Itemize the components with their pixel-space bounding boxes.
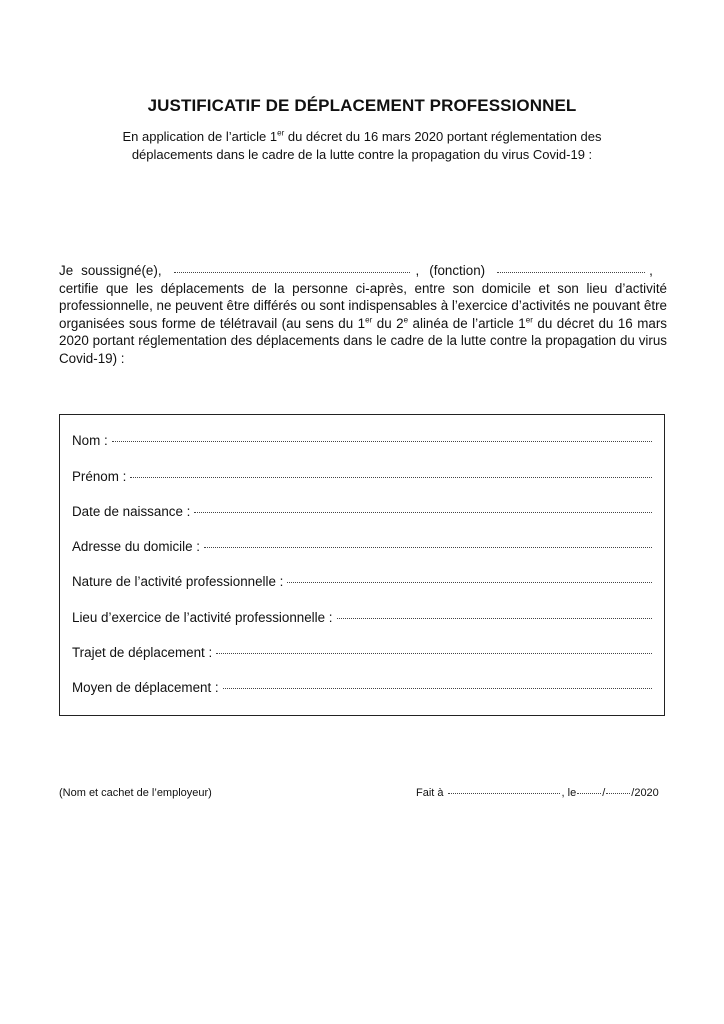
field-label: Date de naissance : bbox=[72, 504, 191, 519]
fonction-label: (fonction) bbox=[429, 263, 486, 278]
intro-paragraph bbox=[82, 128, 642, 164]
field-moyen[interactable] bbox=[72, 680, 652, 695]
field-dotted-line[interactable] bbox=[287, 582, 652, 583]
fait-a-line bbox=[416, 787, 659, 799]
comma-2: , bbox=[649, 263, 653, 278]
field-dotted-line[interactable] bbox=[112, 441, 652, 442]
field-label: Moyen de déplacement : bbox=[72, 680, 219, 695]
certification-body bbox=[59, 280, 667, 368]
field-date-naissance[interactable] bbox=[72, 504, 652, 519]
soussigne-label: soussigné(e), bbox=[81, 263, 162, 278]
field-dotted-line[interactable] bbox=[130, 477, 652, 478]
field-dotted-line[interactable] bbox=[337, 618, 652, 619]
document-title: JUSTIFICATIF DE DÉPLACEMENT PROFESSIONNEL bbox=[147, 96, 577, 115]
field-nom[interactable] bbox=[72, 433, 652, 448]
cert-text-d: du décret du 16 mars 2020 portant réglementation des déplacements dans le cadre de la lutte contre la propagation du virus Covid-19) : bbox=[59, 315, 667, 366]
intro-text-1: En application de l’article 1 bbox=[122, 129, 278, 144]
employee-info-box bbox=[59, 414, 665, 716]
fonction-field[interactable] bbox=[497, 272, 645, 273]
intro-sup: er bbox=[277, 128, 285, 138]
field-lieu-exercice[interactable] bbox=[72, 610, 652, 625]
intro-text-2: du décret du 16 mars 2020 portant réglementation des déplacements dans le cadre de la lutte contre la propagation du virus Covid-19 : bbox=[131, 129, 602, 162]
cert-sup-3: er bbox=[525, 315, 533, 325]
field-label: Nom : bbox=[72, 433, 108, 448]
field-dotted-line[interactable] bbox=[223, 688, 652, 689]
day-field[interactable] bbox=[577, 793, 601, 794]
certification-first-line bbox=[59, 262, 667, 280]
cert-text-a: certifie que les déplacements de la personne ci-après, entre son domicile et son lieu d’activité professionnelle, ne peuvent être différés ou sont indispensables à l’exercice d’activités ne pouvant être organisées sous forme de télétravail (au sens du 1 bbox=[59, 280, 667, 331]
field-adresse-domicile[interactable] bbox=[72, 539, 652, 554]
field-nature-activite[interactable] bbox=[72, 574, 652, 589]
je-label: Je bbox=[59, 263, 74, 278]
field-trajet[interactable] bbox=[72, 645, 652, 660]
month-field[interactable] bbox=[606, 793, 630, 794]
field-label: Prénom : bbox=[72, 469, 127, 484]
field-label: Lieu d’exercice de l’activité professionnelle : bbox=[72, 610, 333, 625]
year-label: /2020 bbox=[631, 787, 659, 799]
cert-sup-2: e bbox=[403, 315, 409, 325]
field-dotted-line[interactable] bbox=[194, 512, 652, 513]
cert-sup-1: er bbox=[365, 315, 373, 325]
cert-text-b: du 2 bbox=[372, 315, 404, 331]
field-dotted-line[interactable] bbox=[216, 653, 652, 654]
name-signatory-field[interactable] bbox=[174, 272, 410, 273]
field-label: Nature de l’activité professionnelle : bbox=[72, 574, 284, 589]
employer-stamp-label: (Nom et cachet de l’employeur) bbox=[59, 787, 212, 799]
field-label: Trajet de déplacement : bbox=[72, 645, 213, 660]
field-dotted-line[interactable] bbox=[204, 547, 652, 548]
field-prenom[interactable] bbox=[72, 469, 652, 484]
fait-a-label: Fait à bbox=[416, 787, 444, 799]
comma-1: , bbox=[415, 263, 420, 278]
date-separator: / bbox=[602, 787, 606, 799]
cert-text-c: alinéa de l’article 1 bbox=[408, 315, 526, 331]
place-field[interactable] bbox=[448, 793, 560, 794]
certification-paragraph bbox=[59, 262, 667, 368]
le-label: , le bbox=[561, 787, 577, 799]
field-label: Adresse du domicile : bbox=[72, 539, 201, 554]
